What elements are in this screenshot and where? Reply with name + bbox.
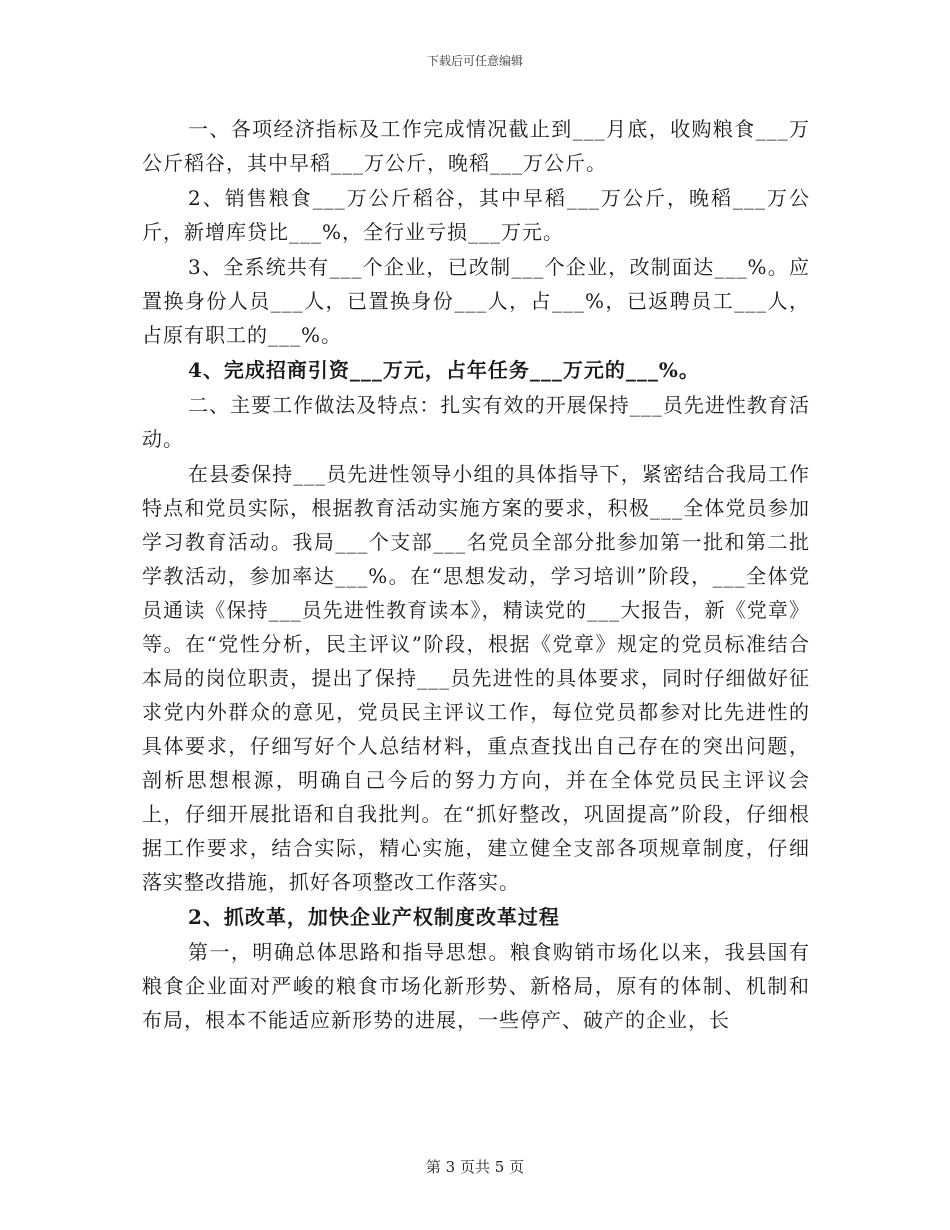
page-header: 下载后可任意编辑 [426, 54, 523, 68]
paragraph-party-education: 在县委保持___员先进性领导小组的具体指导下，紧密结合我局工作特点和党员实际，根据教育活动实施方案的要求，积极___全体党员参加学习教育活动。我局___个支部___名党员全部分批参加第一批和第二批学教活动，参加率达___%。在“思想发动，学习培训”阶段，___全体党员通读《保持___员先进性教育读本》，精读党的___大报告，新《党章》等。在“党性分析，民主评议”阶段，根据《党章》规定的党员标准结合本局的岗位职责，提出了保持___员先进性的具体要求，同时仔细做好征求党内外群众的意见，党员民主评议工作，每位党员都参对比先进性的具体要求，仔细写好个人总结材料，重点查找出自己存在的突出问题，剖析思想根源，明确自己今后的努力方向，并在全体党员民主评议会上，仔细开展批语和自我批判。在“抓好整改，巩固提高”阶段，仔细根据工作要求，结合实际，精心实施，建立健全支部各项规章制度，仔细落实整改措施，抓好各项整改工作落实。 [142, 462, 810, 894]
paragraph-grain-sales: 2、销售粮食___万公斤稻谷，其中早稻___万公斤，晚稻___万公斤，新增库贷比___%，全行业亏损___万元。 [142, 186, 810, 244]
document-body [142, 112, 810, 1038]
page-footer: 第 3 页共 5 页 [425, 1158, 525, 1176]
paragraph-enterprise-reform: 3、全系统共有___个企业，已改制___个企业，改制面达___%。应置换身份人员___人，已置换身份___人，占___%，已返聘员工___人，占原有职工的___%。 [142, 255, 810, 347]
paragraph-guiding-ideas: 第一，明确总体思路和指导思想。粮食购销市场化以来，我县国有粮食企业面对严峻的粮食市场化新形势、新格局，原有的体制、机制和布局，根本不能适应新形势的进展，一些停产、破产的企业，长 [142, 940, 810, 1032]
paragraph-main-work-heading: 二、主要工作做法及特点：扎实有效的开展保持___员先进性教育活动。 [142, 393, 810, 451]
paragraph-economic-indicators: 一、各项经济指标及工作完成情况截止到___月底，收购粮食___万公斤稻谷，其中早稻___万公斤，晚稻___万公斤。 [142, 117, 810, 175]
section-heading-reform: 2、抓改革，加快企业产权制度改革过程 [188, 905, 560, 929]
paragraph-investment: 4、完成招商引资___万元，占年任务___万元的___%。 [188, 358, 700, 382]
